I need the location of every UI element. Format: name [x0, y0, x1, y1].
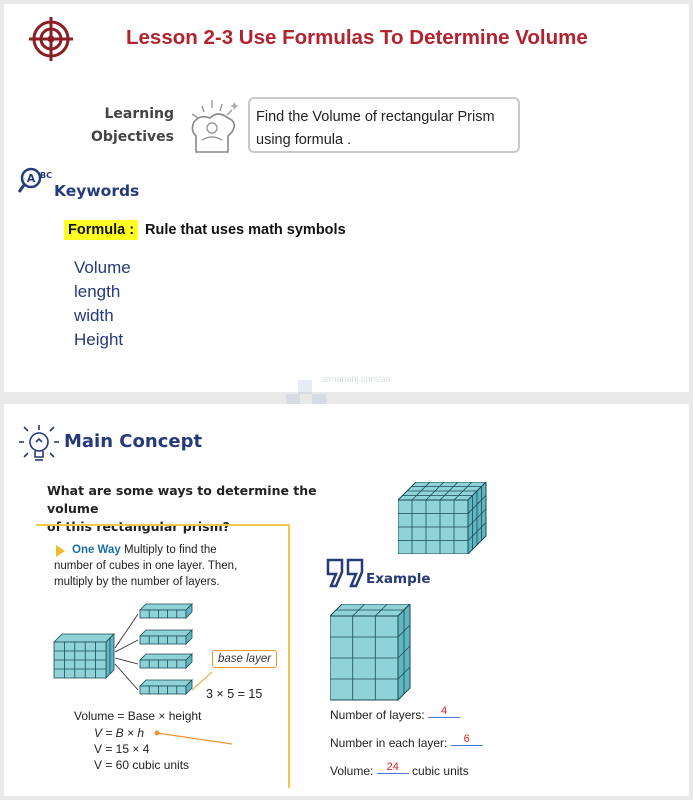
- formula-term: Formula :: [64, 220, 138, 240]
- keyword-item: Height: [74, 330, 124, 349]
- layers-diagram: [52, 596, 212, 706]
- objective-text-line1: Find the Volume of rectangular Prism: [256, 109, 495, 125]
- example-heading: Example: [366, 571, 431, 587]
- objective-text-line2: using formula .: [256, 132, 352, 148]
- formula-step-2: V = 15 × 4: [94, 742, 150, 756]
- example-layers-row: [330, 705, 460, 723]
- keyword-item: width: [74, 306, 114, 325]
- layers-answer: 4: [428, 705, 460, 718]
- one-way-label: One Way: [72, 544, 121, 556]
- lightbulb-icon: [16, 422, 62, 468]
- one-way-line2: number of cubes in one layer. Then,: [54, 560, 238, 572]
- example-each-layer-row: [330, 733, 483, 751]
- one-way-line3: multiply by the number of layers.: [54, 576, 220, 588]
- question-line2: of this rectangular prism?: [47, 519, 230, 534]
- one-way-text: [54, 542, 284, 590]
- watermark-url: almanahj.com/ae: [322, 374, 391, 384]
- pointer-line: [154, 730, 234, 746]
- question-line1: What are some ways to determine the volume: [47, 483, 317, 516]
- objectives-label-line1: Learning: [104, 106, 174, 122]
- lesson-slide: [4, 4, 689, 392]
- base-layer-label: base layer: [212, 650, 277, 668]
- rectangular-prism-figure: [398, 482, 494, 554]
- magnifier-abc-icon: [18, 166, 58, 196]
- objectives-label-line2: Objectives: [91, 129, 174, 145]
- keywords-heading: Keywords: [54, 182, 140, 200]
- quote-marks-icon: [326, 556, 368, 590]
- main-concept-heading: Main Concept: [64, 431, 203, 452]
- each-layer-answer: 6: [451, 733, 483, 746]
- layers-label: Number of layers:: [330, 708, 425, 722]
- abc-letters: BC: [40, 171, 52, 180]
- lesson-title: Lesson 2-3 Use Formulas To Determine Volume: [126, 26, 588, 49]
- formula-step-1: V = B × h: [94, 726, 145, 740]
- volume-unit: cubic units: [412, 764, 469, 778]
- one-way-line1: Multiply to find the: [123, 544, 217, 556]
- example-volume-row: [330, 761, 469, 779]
- formula-step-3: V = 60 cubic units: [94, 758, 190, 772]
- each-layer-label: Number in each layer:: [330, 736, 448, 750]
- brain-ideas-icon: [182, 96, 244, 158]
- keyword-item: Volume: [74, 258, 131, 277]
- example-prism-figure: [330, 604, 412, 702]
- formula-definition: Rule that uses math symbols: [145, 222, 346, 238]
- learning-objectives-label: [64, 103, 174, 149]
- target-icon: [28, 16, 74, 62]
- volume-answer: 24: [377, 761, 409, 774]
- main-concept-slide: [4, 404, 689, 796]
- volume-label: Volume:: [330, 764, 374, 778]
- objective-box: [248, 97, 520, 153]
- keyword-list: [74, 256, 131, 352]
- layer-equation: 3 × 5 = 15: [206, 687, 263, 701]
- keyword-item: length: [74, 282, 121, 301]
- volume-formula: Volume = Base × height: [74, 709, 202, 723]
- svg-text:A: A: [26, 172, 36, 185]
